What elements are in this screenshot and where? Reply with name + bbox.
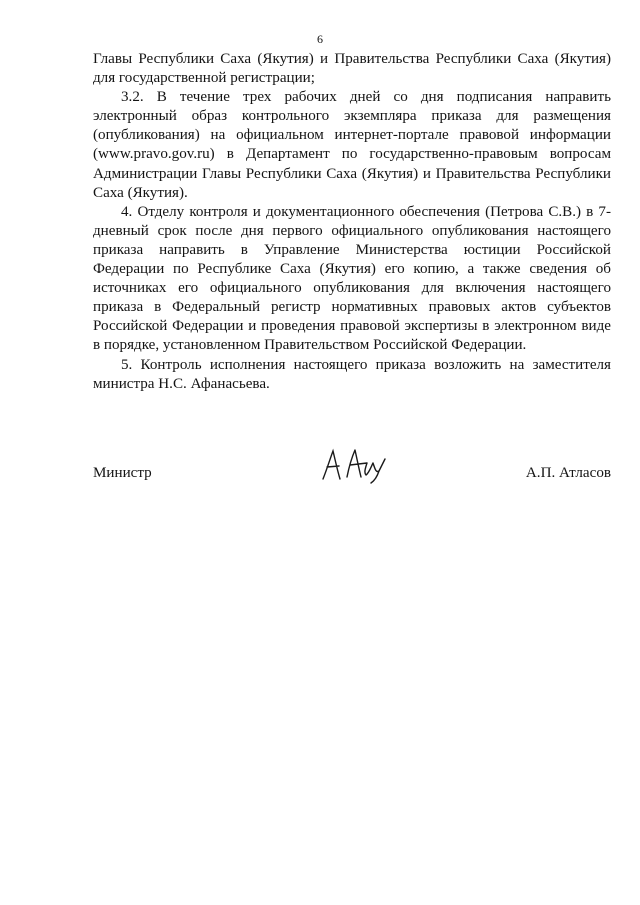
signatory-title: Министр [93, 465, 152, 481]
text-line: для государственной регистрации; [93, 70, 315, 87]
handwritten-signature [319, 447, 389, 487]
text-line: в порядке, установленном Правительством Российской Федерации. [93, 337, 527, 354]
text-line: приказа направить в Управление Министерства юстиции Российской [93, 241, 611, 258]
signatory-name: А.П. Атласов [525, 465, 611, 481]
text-line: Главы Республики Саха (Якутия) и Правительства Республики Саха (Якутия) [93, 51, 611, 67]
text-line: источниках его официального опубликования для включения настоящего [93, 280, 611, 297]
page-number: 6 [317, 32, 323, 46]
document-body [93, 50, 611, 394]
text-line: Администрации Главы Республики Саха (Якутия) и Правительства Республики [93, 165, 611, 182]
text-line: Федерации по Республике Саха (Якутия) его копию, а также сведения об [93, 261, 611, 278]
text-line: приказа в Федеральный регистр нормативных правовых актов субъектов [93, 299, 611, 316]
text-line: (опубликования) на официальном интернет-портале правовой информации [93, 127, 611, 144]
text-line: Саха (Якутия). [93, 184, 188, 201]
signature-block [93, 459, 611, 519]
text-line: 3.2. В течение трех рабочих дней со дня подписания направить [121, 89, 611, 106]
text-line: (www.pravo.gov.ru) в Департамент по государственно-правовым вопросам [93, 146, 611, 163]
text-line: Российской Федерации и проведения правовой экспертизы в электронном виде [93, 318, 611, 335]
text-line: 5. Контроль исполнения настоящего приказа возложить на заместителя [121, 356, 611, 373]
text-line: электронный образ контрольного экземпляра приказа для размещения [93, 108, 611, 125]
text-line: министра Н.С. Афанасьева. [93, 375, 270, 392]
text-line: дневный срок после дня первого официального опубликования настоящего [93, 222, 611, 239]
text-line: 4. Отделу контроля и документационного обеспечения (Петрова С.В.) в 7- [121, 203, 611, 220]
